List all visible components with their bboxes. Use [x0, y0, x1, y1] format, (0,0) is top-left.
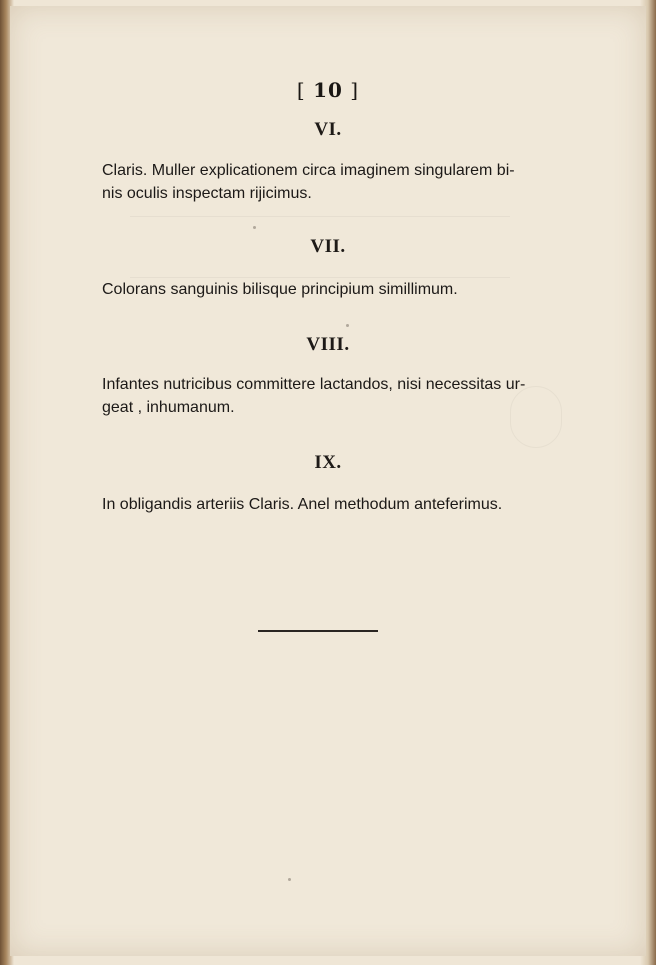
thesis-line: Infantes nutricibus committere lactandos, nisi necessitas ur-: [102, 376, 526, 393]
thesis-numeral-viii: VIII.: [306, 334, 350, 355]
page-number-value: 10: [313, 78, 343, 102]
paper-speck: [288, 878, 291, 881]
thesis-numeral-ix: IX.: [314, 452, 342, 473]
page-number: [10, 78, 646, 102]
page-number-open-bracket: [: [296, 78, 306, 102]
book-page: [10, 6, 646, 956]
closing-rule: [258, 630, 378, 632]
thesis-line: nis oculis inspectam rijicimus.: [102, 185, 312, 202]
thesis-text-vi: [102, 159, 544, 205]
thesis-text-vii: [102, 278, 544, 301]
thesis-numeral-vi: VI.: [314, 119, 342, 140]
thesis-numeral-vii: VII.: [310, 236, 346, 257]
page-number-close-bracket: ]: [350, 78, 360, 102]
thesis-line: Colorans sanguinis bilisque principium simillimum.: [102, 281, 458, 298]
thesis-text-ix: [102, 493, 544, 516]
thesis-line: geat , inhumanum.: [102, 399, 235, 416]
thesis-text-viii: [102, 373, 544, 419]
paper-speck: [346, 324, 349, 327]
paper-speck: [253, 226, 256, 229]
thesis-line: In obligandis arteriis Claris. Anel methodum anteferimus.: [102, 496, 503, 513]
thesis-line: Claris. Muller explicationem circa imaginem singularem bi-: [102, 162, 515, 179]
